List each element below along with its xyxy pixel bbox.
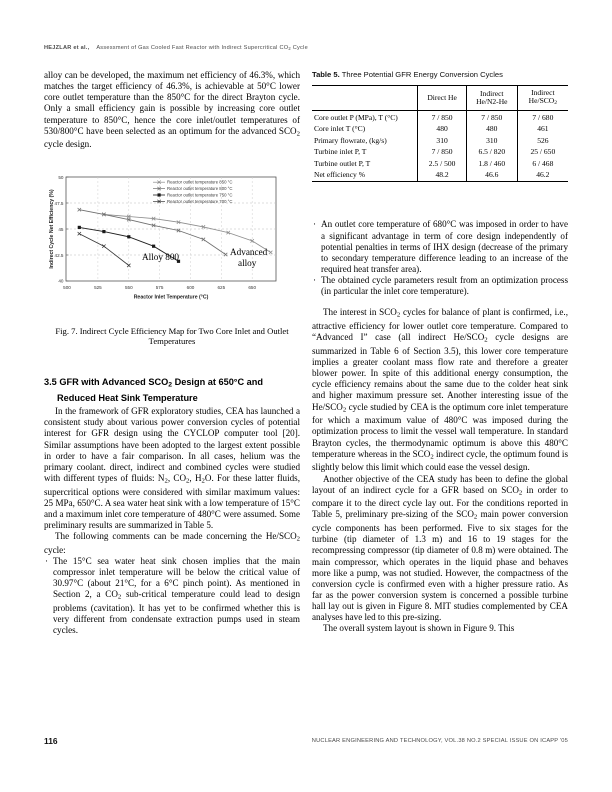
- legend-label-850: Reactor outlet temperature 850 °C: [167, 179, 233, 185]
- chart-xlabel: Reactor Inlet Temperature (°C): [133, 294, 209, 301]
- paragraph-overall-layout: The overall system layout is shown in Figure 9. This: [323, 623, 515, 634]
- cell-value: 46.2: [517, 169, 568, 182]
- cell-value: 46.6: [466, 169, 517, 182]
- figure-7-chart: [44, 169, 300, 319]
- table-header-indirect-hesco2: Indirect $He/SCO_2$: [517, 86, 568, 111]
- table-header-row: [312, 86, 568, 111]
- paragraph-cea-study: In the framework of GFR exploratory studies, CEA has launched a consistent study about various power conversion cycles of potential interest for GFR design using the CYCLOP computer tool [20]. Similar assumptions have been adopted to the largest extent possible in order to have a fair comparison. In all cases, helium was the primary coolant. direct, indirect and combined cycles were studied with different types of fluids: $N_2$, $CO_2$, $H_2O$. For these latter fluids, supercritical options were considered with similar maximum values: 25 MPa, 650°C. A sea water heat sink with a low temperature of 15°C and a maximum inlet core temperature of 480°C were assumed. Some preliminary results are summarized in Table 5.: [44, 406, 300, 531]
- row-label: Net efficiency %: [314, 170, 365, 180]
- legend-label-700: Reactor outlet temperature 700 °C: [167, 198, 233, 204]
- svg-text:50: 50: [58, 174, 64, 180]
- svg-text:625: 625: [217, 284, 226, 290]
- table-5-caption: [312, 70, 568, 80]
- table-header-direct-he: Direct He: [418, 86, 467, 111]
- row-label: Primary flowrate, (kg/s): [314, 135, 387, 145]
- svg-text:40: 40: [58, 278, 64, 284]
- comments-bullet-list: [44, 556, 300, 637]
- table-row: [312, 146, 568, 158]
- svg-text:650: 650: [248, 284, 257, 290]
- cell-value: 526: [517, 134, 568, 146]
- cell-value: 310: [418, 134, 467, 146]
- cell-value: 25 / 650: [517, 146, 568, 158]
- cell-value: 480: [466, 123, 517, 135]
- table-row: [312, 169, 568, 182]
- running-head: [44, 45, 544, 51]
- svg-text:47.5: 47.5: [54, 200, 64, 206]
- paragraph-interest-sco2: The interest in $SCO_2$ cycles for balance of plant is confirmed, i.e., attractive efficiency for lower outlet core temperature. Compared to “Advanced I” case (all indirect $He/SCO_2$ cycle designs are summarized in Table 6 of Section 3.5), this lower core temperature implies a greater coolant mass flow rate and therefore a greater blower power. In spite of this additional energy consumption, the cycle efficiency remains about the same due to the colder heat sink and higher maximum pressure set. Another interesting issue of the $He/SCO_2$ cycle studied by CEA is the optimum core inlet temperature for which a maximum value of 480°C was imposed during the optimization process to limit the vessel wall temperature. In standard Brayton cycles, the thermodynamic optimum is above this 480°C temperature whereas in the $SCO_2$ indirect cycle, the optimum found is slightly below this limit which could ease the vessel design.: [312, 307, 568, 473]
- paragraph-continued: alloy can be developed, the maximum net efficiency of 46.3%, which matches the target efficiency of 46.3%, is achievable at 50°C lower core outlet temperature than the 850°C for the direct Brayton cycle. Only a small efficiency gain is possible by increasing core outlet temperature to 850°C, hence the core inlet/outlet temperatures of 530/800°C have been selected as an optimum for the advanced $SCO_2$ cycle design.: [44, 70, 300, 150]
- paragraph-objective-layout: Another objective of the CEA study has been to define the global layout of an indirect cycle for a GFR based on $SCO_2$ in order to compare it to the direct cycle lay out. For the conditions reported in Table 5, preliminary pre-sizing of the $SCO_2$ main power conversion cycle components has been performed. Five to six stages for the turbine (tip diameter of 1.3 m) and 16 to 19 stages for the recompressing compressor (tip diameter of 0.8 m) were obtained. The main compressor, which operates in the liquid phase and behaves more like a pump, was not studied. However, the compactness of the conversion cycle is confirmed even with a higher pressure ratio. As far as the power conversion system is concerned a possible turbine hall lay out is given in Figure 8. MIT studies complemented by CEA analyses have led to this pre-sizing.: [312, 473, 568, 623]
- page-number: 116: [44, 736, 58, 746]
- row-label: Core inlet T (°C): [314, 124, 366, 134]
- cell-value: 7 / 680: [517, 111, 568, 123]
- table-row: [312, 157, 568, 169]
- row-label: Core outlet P (MPa), T (°C): [314, 112, 398, 122]
- cell-value: 1.8 / 460: [466, 157, 517, 169]
- cell-value: 480: [418, 123, 467, 135]
- figure-7-caption: Fig. 7. Indirect Cycle Efficiency Map for Two Core Inlet and Outlet Temperatures: [55, 325, 289, 347]
- paragraph-comments: The following comments can be made concerning the $He/SCO_2$ cycle:: [44, 531, 300, 555]
- table-row: [312, 134, 568, 146]
- annotation-advanced: Advanced: [230, 246, 268, 257]
- cell-value: 310: [466, 134, 517, 146]
- cell-value: 6.5 / 820: [466, 146, 517, 158]
- annotation-alloy: alloy: [238, 257, 257, 268]
- table-row: [312, 123, 568, 135]
- svg-text:525: 525: [94, 284, 102, 290]
- legend-label-750: Reactor outlet temperature 750 °C: [167, 191, 233, 197]
- table-5-caption-text: Three Potential GFR Energy Conversion Cycles: [341, 70, 503, 79]
- chart-ylabel: Indirect Cycle Net Efficiency (%): [49, 188, 55, 269]
- cell-value: 6 / 468: [517, 157, 568, 169]
- table-5: [312, 85, 568, 182]
- row-label: Turbine outlet P, T: [314, 158, 371, 168]
- cell-value: 461: [517, 123, 568, 135]
- svg-text:42.5: 42.5: [54, 252, 64, 258]
- efficiency-map-svg: [44, 169, 300, 319]
- bullet-item-heat-sink: · The 15°C sea water heat sink chosen implies that the main compressor inlet temperature will be below the critical value of 30.97°C (about 21°C, for a 6°C pinch point). As mentioned in Section 2, a $CO_2$ sub-critical temperature could lead to design problems (cavitation). It has yet to be confirmed whether this is very different from condensate extraction pumps used in steam cycles.: [44, 556, 300, 637]
- cell-value: 7 / 850: [418, 111, 467, 123]
- table-header-indirect-hen2he: Indirect He/N2-He: [466, 86, 517, 111]
- running-head-authors: HEJZLAR et al.,: [44, 45, 90, 51]
- cell-value: 2.5 / 500: [418, 157, 467, 169]
- right-bullet-list: [312, 219, 568, 297]
- journal-footer: NUCLEAR ENGINEERING AND TECHNOLOGY, VOL.38 NO.2 SPECIAL ISSUE ON ICAPP '05: [311, 738, 568, 744]
- cell-value: 7 / 850: [418, 146, 467, 158]
- bullet-item-outlet-core-temp: · An outlet core temperature of 680°C was imposed in order to have a significant advantage in term of core design independently of potential penalties in terms of IHX design (decrease of the primary to secondary temperature difference leading to an increase of the required heat transfer area).: [312, 219, 568, 275]
- legend-label-800: Reactor outlet temperature 800 °C: [167, 185, 233, 191]
- section-heading-line2: Reduced Heat Sink Temperature: [57, 392, 198, 403]
- left-column: [44, 70, 300, 637]
- annotation-alloy-800: Alloy 800: [142, 251, 180, 262]
- svg-text:575: 575: [155, 284, 164, 290]
- section-heading-line1: 3.5 GFR with Advanced $SCO_2$ Design at 650°C and: [44, 376, 263, 389]
- svg-text:45: 45: [58, 226, 64, 232]
- svg-text:550: 550: [124, 284, 133, 290]
- svg-text:600: 600: [186, 284, 195, 290]
- running-head-title: Assessment of Gas Cooled Fast Reactor with Indirect Supercritical $CO_2$ Cycle: [96, 45, 308, 51]
- cell-value: 48.2: [418, 169, 467, 182]
- svg-text:500: 500: [63, 284, 71, 290]
- cell-value: 7 / 850: [466, 111, 517, 123]
- row-label: Turbine inlet P, T: [314, 147, 367, 157]
- bullet-item-cycle-parameters: · The obtained cycle parameters result from an optimization process (in particular the inlet core temperature).: [312, 275, 568, 297]
- right-column: [312, 70, 568, 635]
- table-header-blank: [312, 86, 418, 111]
- table-row: [312, 111, 568, 123]
- section-heading-3-5: [44, 376, 300, 404]
- table-5-caption-label: Table 5.: [312, 70, 340, 79]
